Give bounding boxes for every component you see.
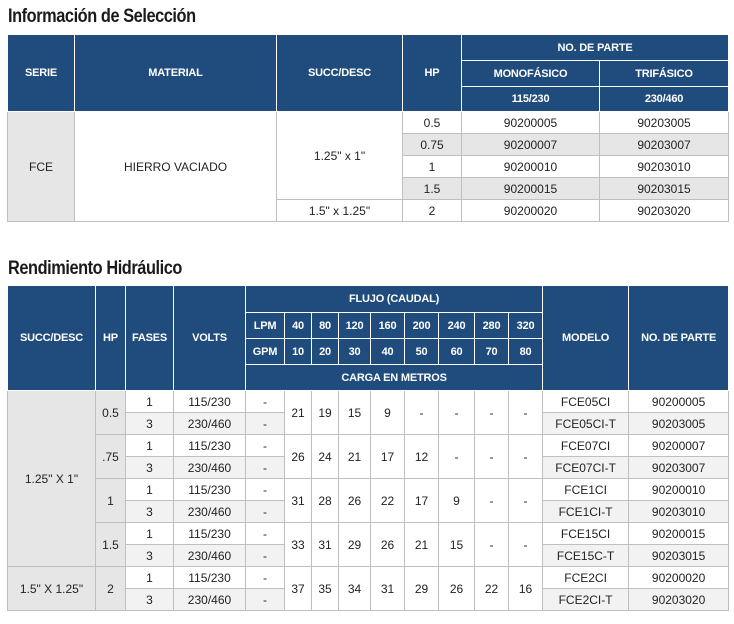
carga-cell: 24 (312, 435, 339, 479)
carga-cell: - (246, 457, 285, 479)
seleccion-table (7, 34, 729, 222)
tri-part-cell: 90203015 (600, 178, 729, 200)
header-volt-mono: 115/230 (462, 87, 600, 112)
tri-part-cell: 90203010 (600, 156, 729, 178)
fase-cell: 3 (126, 413, 174, 435)
volts-cell: 230/460 (174, 501, 246, 523)
carga-cell: - (509, 523, 543, 567)
carga-cell: 21 (285, 391, 312, 435)
serie-cell: FCE (8, 112, 75, 222)
fase-cell: 3 (126, 589, 174, 611)
fase-cell: 1 (126, 567, 174, 589)
carga-cell: - (246, 479, 285, 501)
header-volts: VOLTS (174, 286, 246, 391)
succ-cell: 1.5" X 1.25" (8, 567, 96, 611)
gpm-value: 40 (371, 339, 405, 365)
carga-cell: - (509, 391, 543, 435)
carga-cell: - (475, 435, 509, 479)
hp-cell: 1 (96, 479, 126, 523)
parte-cell: 90203010 (629, 501, 729, 523)
hp-cell: .75 (96, 435, 126, 479)
lpm-value: 320 (509, 313, 543, 339)
parte-cell: 90200015 (629, 523, 729, 545)
succ-cell: 1.25" X 1" (8, 391, 96, 567)
carga-cell: - (246, 545, 285, 567)
hp-cell: 2 (96, 567, 126, 611)
carga-cell: - (475, 479, 509, 523)
carga-cell: 34 (339, 567, 371, 611)
mono-part-cell: 90200005 (462, 112, 600, 134)
carga-cell: 29 (339, 523, 371, 567)
fase-cell: 3 (126, 457, 174, 479)
parte-cell: 90200005 (629, 391, 729, 413)
header-fases: FASES (126, 286, 174, 391)
hp-cell: 0.5 (403, 112, 462, 134)
hp-cell: 1.5 (403, 178, 462, 200)
fase-cell: 1 (126, 391, 174, 413)
header-material: MATERIAL (75, 35, 277, 112)
lpm-value: 280 (475, 313, 509, 339)
carga-cell: 26 (371, 523, 405, 567)
hp-cell: 0.75 (403, 134, 462, 156)
carga-cell: 26 (285, 435, 312, 479)
modelo-cell: FCE05CI-T (543, 413, 629, 435)
material-cell: HIERRO VACIADO (75, 112, 277, 222)
fase-cell: 3 (126, 501, 174, 523)
modelo-cell: FCE07CI (543, 435, 629, 457)
header-hp: HP (403, 35, 462, 112)
fase-cell: 1 (126, 479, 174, 501)
lpm-value: 200 (405, 313, 439, 339)
carga-cell: 12 (405, 435, 439, 479)
carga-cell: 17 (405, 479, 439, 523)
rendimiento-title: Rendimiento Hidráulico (8, 258, 182, 279)
parte-cell: 90200010 (629, 479, 729, 501)
table-row (8, 112, 729, 134)
parte-cell: 90203020 (629, 589, 729, 611)
carga-cell: 16 (509, 567, 543, 611)
volts-cell: 115/230 (174, 391, 246, 413)
lpm-value: 240 (439, 313, 475, 339)
carga-cell: - (246, 391, 285, 413)
modelo-cell: FCE15C-T (543, 545, 629, 567)
carga-cell: - (439, 435, 475, 479)
carga-cell: 15 (439, 523, 475, 567)
lpm-value: 40 (285, 313, 312, 339)
fase-cell: 3 (126, 545, 174, 567)
carga-cell: - (509, 479, 543, 523)
lpm-value: 80 (312, 313, 339, 339)
header-volt-tri: 230/460 (600, 87, 729, 112)
carga-cell: 26 (339, 479, 371, 523)
mono-part-cell: 90200020 (462, 200, 600, 222)
hp-cell: 1 (403, 156, 462, 178)
succ-cell: 1.25" x 1" (277, 112, 403, 200)
table-row (8, 391, 729, 413)
tri-part-cell: 90203005 (600, 112, 729, 134)
fase-cell: 1 (126, 435, 174, 457)
table-row (8, 479, 729, 501)
modelo-cell: FCE05CI (543, 391, 629, 413)
header-monofasico: MONOFÁSICO (462, 61, 600, 87)
carga-cell: 31 (371, 567, 405, 611)
volts-cell: 230/460 (174, 589, 246, 611)
carga-cell: 17 (371, 435, 405, 479)
header-hp: HP (96, 286, 126, 391)
volts-cell: 230/460 (174, 545, 246, 567)
carga-cell: 21 (339, 435, 371, 479)
tri-part-cell: 90203020 (600, 200, 729, 222)
table-row (8, 435, 729, 457)
carga-cell: - (405, 391, 439, 435)
seleccion-title: Información de Selección (8, 6, 196, 27)
hp-cell: 0.5 (96, 391, 126, 435)
gpm-value: 60 (439, 339, 475, 365)
carga-cell: 9 (439, 479, 475, 523)
carga-cell: - (246, 435, 285, 457)
volts-cell: 115/230 (174, 523, 246, 545)
carga-cell: - (246, 589, 285, 611)
carga-cell: - (509, 435, 543, 479)
gpm-value: 80 (509, 339, 543, 365)
header-trifasico: TRIFÁSICO (600, 61, 729, 87)
modelo-cell: FCE2CI (543, 567, 629, 589)
carga-cell: 19 (312, 391, 339, 435)
carga-cell: 33 (285, 523, 312, 567)
fase-cell: 1 (126, 523, 174, 545)
table-row (8, 567, 729, 589)
carga-cell: - (246, 567, 285, 589)
header-no-parte: NO. DE PARTE (462, 35, 729, 61)
carga-cell: - (246, 501, 285, 523)
header-lpm: LPM (246, 313, 285, 339)
carga-cell: 21 (405, 523, 439, 567)
header-gpm: GPM (246, 339, 285, 365)
modelo-cell: FCE1CI-T (543, 501, 629, 523)
lpm-value: 160 (371, 313, 405, 339)
carga-cell: 31 (312, 523, 339, 567)
volts-cell: 230/460 (174, 413, 246, 435)
gpm-value: 10 (285, 339, 312, 365)
volts-cell: 230/460 (174, 457, 246, 479)
mono-part-cell: 90200010 (462, 156, 600, 178)
carga-cell: - (246, 413, 285, 435)
carga-cell: 22 (371, 479, 405, 523)
lpm-value: 120 (339, 313, 371, 339)
header-succ-desc: SUCC/DESC (277, 35, 403, 112)
hp-cell: 1.5 (96, 523, 126, 567)
carga-cell: 26 (439, 567, 475, 611)
carga-cell: - (246, 523, 285, 545)
table-row (8, 523, 729, 545)
mono-part-cell: 90200007 (462, 134, 600, 156)
parte-cell: 90200007 (629, 435, 729, 457)
carga-cell: 29 (405, 567, 439, 611)
modelo-cell: FCE07CI-T (543, 457, 629, 479)
gpm-value: 30 (339, 339, 371, 365)
gpm-value: 70 (475, 339, 509, 365)
carga-cell: 22 (475, 567, 509, 611)
header-modelo: MODELO (543, 286, 629, 391)
parte-cell: 90200020 (629, 567, 729, 589)
carga-cell: 37 (285, 567, 312, 611)
modelo-cell: FCE15CI (543, 523, 629, 545)
carga-cell: 31 (285, 479, 312, 523)
carga-cell: - (475, 391, 509, 435)
carga-cell: 35 (312, 567, 339, 611)
carga-cell: 28 (312, 479, 339, 523)
parte-cell: 90203015 (629, 545, 729, 567)
header-succ-desc: SUCC/DESC (8, 286, 96, 391)
rendimiento-table (7, 285, 729, 611)
modelo-cell: FCE2CI-T (543, 589, 629, 611)
mono-part-cell: 90200015 (462, 178, 600, 200)
header-flujo: FLUJO (CAUDAL) (246, 286, 543, 313)
header-carga: CARGA EN METROS (246, 365, 543, 391)
volts-cell: 115/230 (174, 435, 246, 457)
header-no-parte: NO. DE PARTE (629, 286, 729, 391)
gpm-value: 50 (405, 339, 439, 365)
volts-cell: 115/230 (174, 567, 246, 589)
volts-cell: 115/230 (174, 479, 246, 501)
carga-cell: - (475, 523, 509, 567)
parte-cell: 90203007 (629, 457, 729, 479)
carga-cell: 9 (371, 391, 405, 435)
parte-cell: 90203005 (629, 413, 729, 435)
gpm-value: 20 (312, 339, 339, 365)
tri-part-cell: 90203007 (600, 134, 729, 156)
succ-cell: 1.5" x 1.25" (277, 200, 403, 222)
hp-cell: 2 (403, 200, 462, 222)
carga-cell: 15 (339, 391, 371, 435)
header-serie: SERIE (8, 35, 75, 112)
carga-cell: - (439, 391, 475, 435)
modelo-cell: FCE1CI (543, 479, 629, 501)
